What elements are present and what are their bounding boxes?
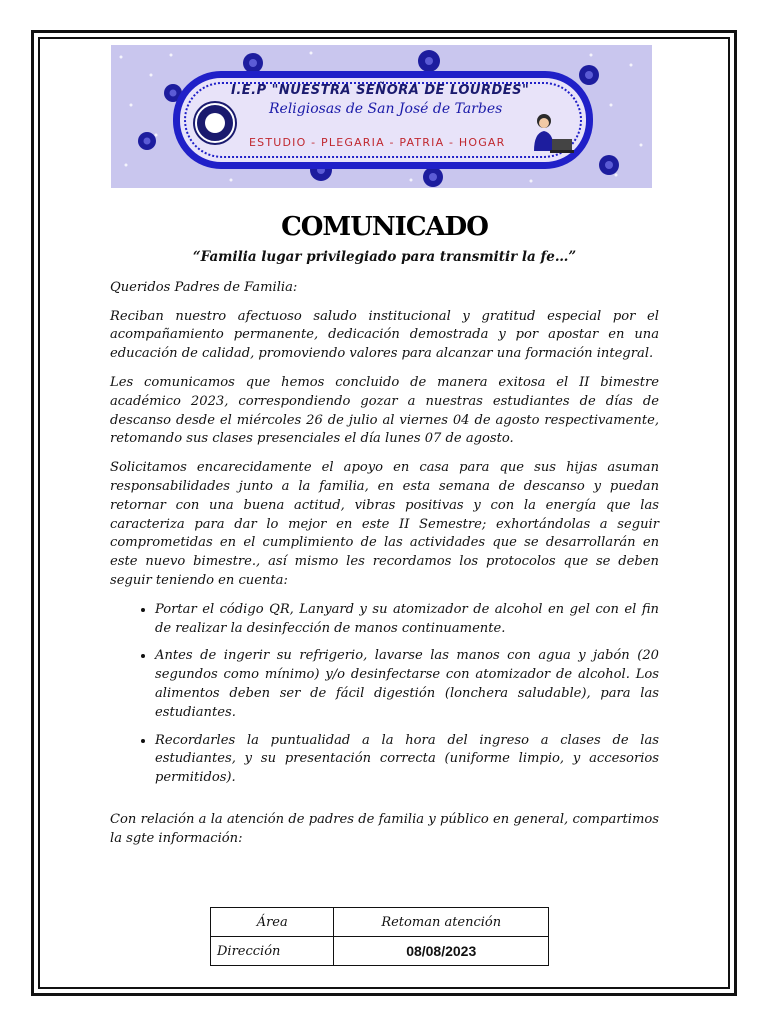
list-item: • Antes de ingerir su refrigerio, lavarse las manos con agua y jabón (20 segundos como mínimo) y/o desinfectarse con atomizador de alcohol. Los alimentos deben ser de fácil digestión (lonchera saludable), para las estudiantes.	[155, 647, 659, 722]
protocol-list	[110, 601, 659, 788]
school-seal-icon	[195, 103, 235, 143]
paragraph: Reciban nuestro afectuoso saludo institucional y gratitud especial por el acompañamiento permanente, dedicación demostrada y por apostar en una educación de calidad, promoviendo valores para alcanzar una formación integral.	[110, 308, 659, 362]
table-header-row	[211, 908, 549, 937]
attention-table	[210, 907, 549, 966]
congregation-name: Religiosas de San José de Tarbes	[269, 101, 503, 117]
paragraph: Les comunicamos que hemos concluido de manera exitosa el II bimestre académico 2023, correspondiendo gozar a nuestras estudiantes de días de descanso desde el miércoles 26 de julio al viernes 04 de agosto respectivamente, retomando sus clases presenciales el día lunes 07 de agosto.	[110, 374, 659, 447]
letter-body	[110, 212, 659, 859]
table-row	[211, 937, 549, 966]
school-name: I.E.P "NUESTRA SEÑORA DE LOURDES"	[231, 83, 530, 98]
cell-area: Dirección	[211, 937, 334, 966]
column-header-area: Área	[211, 908, 334, 937]
cell-date: 08/08/2023	[334, 937, 549, 966]
list-item: • Portar el código QR, Lanyard y su atomizador de alcohol en gel con el fin de realizar la desinfección de manos continuamente.	[155, 601, 659, 639]
school-motto: ESTUDIO - PLEGARIA - PATRIA - HOGAR	[249, 136, 506, 149]
greeting: Queridos Padres de Familia:	[110, 279, 298, 295]
school-banner	[111, 45, 652, 188]
paragraph: Solicitamos encarecidamente el apoyo en casa para que sus hijas asuman responsabilidades junto a la familia, en esta semana de descanso y puedan retornar con una buena actitud, vibras positivas y con la energía que las caracteriza para dar lo mejor en este II Semestre; exhortándolas a seguir comprometidas en el cumplimiento de las actividades que se desarrollarán en este nuevo bimestre., así mismo les recordamos los protocolos que se deben seguir teniendo en cuenta:	[110, 460, 659, 588]
column-header-date: Retoman atención	[334, 908, 549, 937]
subtitle-quote: “Familia lugar privilegiado para transmitir la fe…”	[192, 249, 577, 265]
closing-paragraph: Con relación a la atención de padres de familia y público en general, compartimos la sgte información:	[110, 811, 659, 846]
page-title: COMUNICADO	[281, 212, 488, 242]
student-laptop-icon	[526, 111, 576, 155]
list-item: • Recordarles la puntualidad a la hora del ingreso a clases de las estudiantes, y su presentación correcta (uniforme limpio, y accesorios permitidos).	[155, 732, 659, 788]
